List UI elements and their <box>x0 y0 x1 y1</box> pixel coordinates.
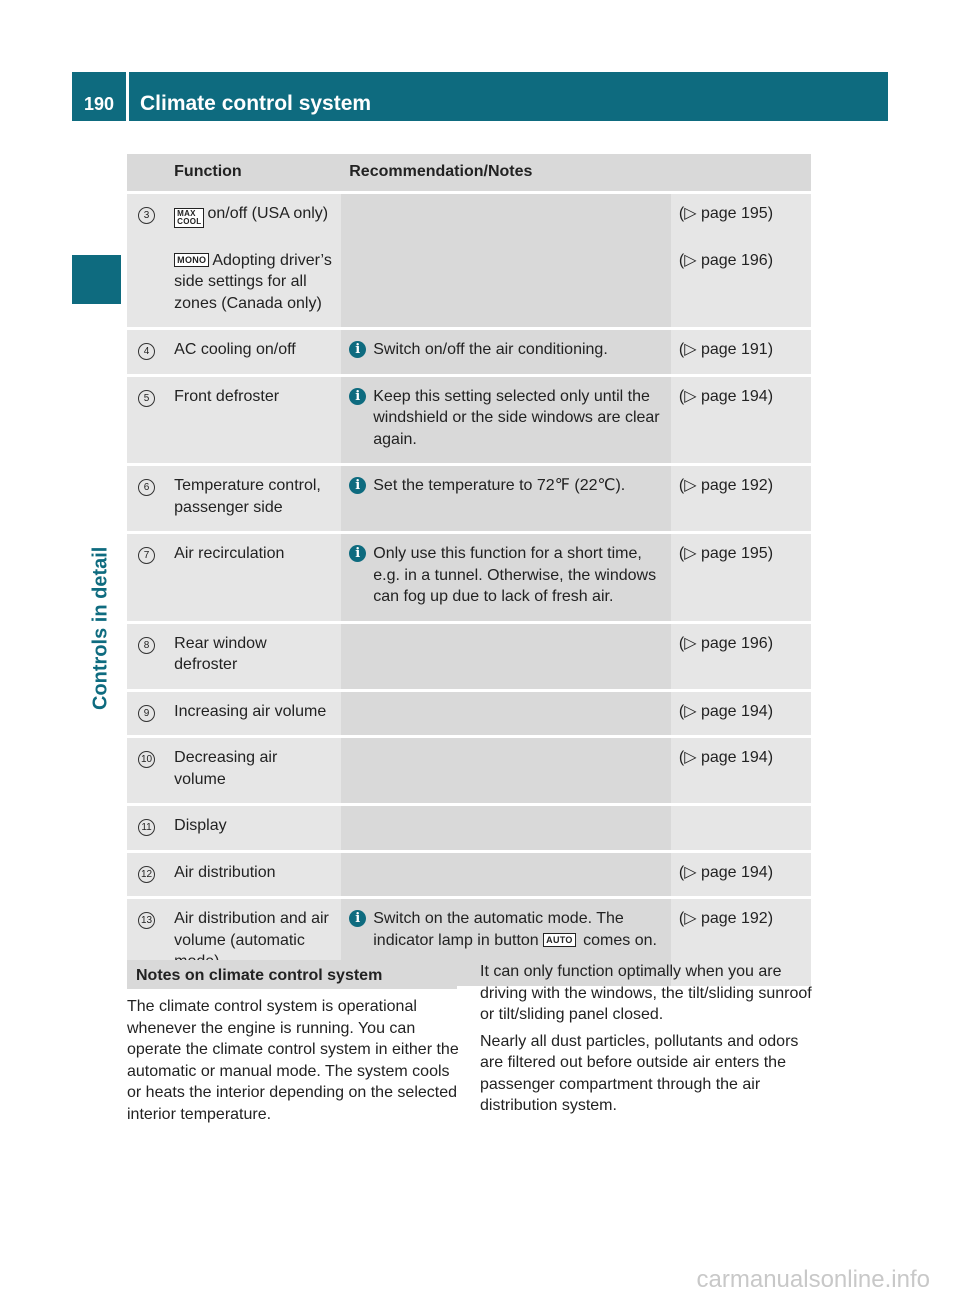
row-note: i Switch on the automatic mode. The indicator lamp in button AUTO comes on. <box>341 898 671 988</box>
row-number: 10 <box>127 737 166 805</box>
info-icon: i <box>349 545 366 562</box>
row-function: AC cooling on/off <box>166 329 341 376</box>
right-column-text <box>480 961 816 1122</box>
table-row <box>127 805 811 852</box>
row-ref: (▷ page 195) <box>671 192 811 241</box>
row-ref: (▷ page 194) <box>671 851 811 898</box>
row-note <box>341 690 671 737</box>
info-icon: i <box>349 477 366 494</box>
row-ref: (▷ page 192) <box>671 898 811 988</box>
row-ref: (▷ page 194) <box>671 737 811 805</box>
page-number: 190 <box>83 94 115 114</box>
header-num <box>127 154 166 192</box>
function-table <box>127 154 811 989</box>
section-heading: Notes on climate control system <box>127 960 457 989</box>
row-number: 5 <box>127 375 166 465</box>
left-column-text <box>127 996 459 1130</box>
row-note: i Keep this setting selected only until the windshield or the side windows are clear again. <box>341 375 671 465</box>
table-row <box>127 622 811 690</box>
table-row <box>127 851 811 898</box>
table-row <box>127 329 811 376</box>
row-note <box>341 805 671 852</box>
section-side-label: Controls in detail <box>89 546 112 710</box>
max-cool-button-icon: MAX COOL <box>174 208 204 228</box>
row-number: 7 <box>127 533 166 623</box>
row-number: 6 <box>127 465 166 533</box>
table-row <box>127 241 811 329</box>
row-function: Increasing air volume <box>166 690 341 737</box>
row-note <box>341 737 671 805</box>
table-row <box>127 533 811 623</box>
header-notes: Recommendation/Notes <box>341 154 671 192</box>
row-note: i Switch on/off the air conditioning. <box>341 329 671 376</box>
row-function: Rear window defroster <box>166 622 341 690</box>
row-function: Air distribution <box>166 851 341 898</box>
info-icon: i <box>349 388 366 405</box>
row-function: Air recirculation <box>166 533 341 623</box>
header-function: Function <box>166 154 341 192</box>
row-number: 8 <box>127 622 166 690</box>
table-row <box>127 192 811 241</box>
row-ref: (▷ page 191) <box>671 329 811 376</box>
row-ref: (▷ page 195) <box>671 533 811 623</box>
row-note: i Only use this function for a short time, e.g. in a tunnel. Otherwise, the windows can fog up due to lack of fresh air. <box>341 533 671 623</box>
row-function: Front defroster <box>166 375 341 465</box>
row-function: Decreasing air volume <box>166 737 341 805</box>
paragraph: Nearly all dust particles, pollutants and odors are filtered out before outside air enters the passenger compartment through the air distribution system. <box>480 1032 799 1114</box>
row-function: Temperature control, passenger side <box>166 465 341 533</box>
row-number: 4 <box>127 329 166 376</box>
row-ref: (▷ page 194) <box>671 690 811 737</box>
row-note <box>341 241 671 329</box>
info-icon: i <box>349 341 366 358</box>
table-row <box>127 465 811 533</box>
row-number: 11 <box>127 805 166 852</box>
page-header <box>72 72 888 121</box>
header-divider <box>126 72 129 121</box>
table-row <box>127 375 811 465</box>
row-ref: (▷ page 192) <box>671 465 811 533</box>
watermark: carmanualsonline.info <box>696 1266 930 1293</box>
mono-button-icon: MONO <box>174 253 209 267</box>
row-ref: (▷ page 196) <box>671 241 811 329</box>
row-note <box>341 622 671 690</box>
row-ref: (▷ page 196) <box>671 622 811 690</box>
info-icon: i <box>349 910 366 927</box>
row-number: 12 <box>127 851 166 898</box>
row-ref: (▷ page 194) <box>671 375 811 465</box>
row-note <box>341 192 671 241</box>
table-header-row <box>127 154 811 192</box>
row-note <box>341 851 671 898</box>
paragraph: It can only function optimally when you are driving with the windows, the tilt/sliding sunroof or tilt/sliding panel closed. <box>480 963 812 1023</box>
row-number: 3 <box>127 192 166 329</box>
row-number: 13 <box>127 898 166 988</box>
row-function: Display <box>166 805 341 852</box>
row-function: MAX COOL on/off (USA only) <box>166 192 341 241</box>
row-ref <box>671 805 811 852</box>
row-note: i Set the temperature to 72℉ (22℃). <box>341 465 671 533</box>
row-number: 9 <box>127 690 166 737</box>
table-row <box>127 737 811 805</box>
row-function: Air distribution and air volume (automatic <box>166 898 341 988</box>
row-function: MONO Adopting driver’s side settings for all zones (Canada only) <box>166 241 341 329</box>
side-tab-marker <box>72 255 121 304</box>
page-title: Climate control system <box>140 92 372 115</box>
paragraph: The climate control system is operational whenever the engine is running. You can operate the climate control system in either the automatic or manual mode. The system cools or heats the interior depending on the selected interior temperature. <box>127 998 459 1123</box>
table-row <box>127 690 811 737</box>
header-ref <box>671 154 811 192</box>
auto-button-icon: AUTO <box>543 933 576 947</box>
